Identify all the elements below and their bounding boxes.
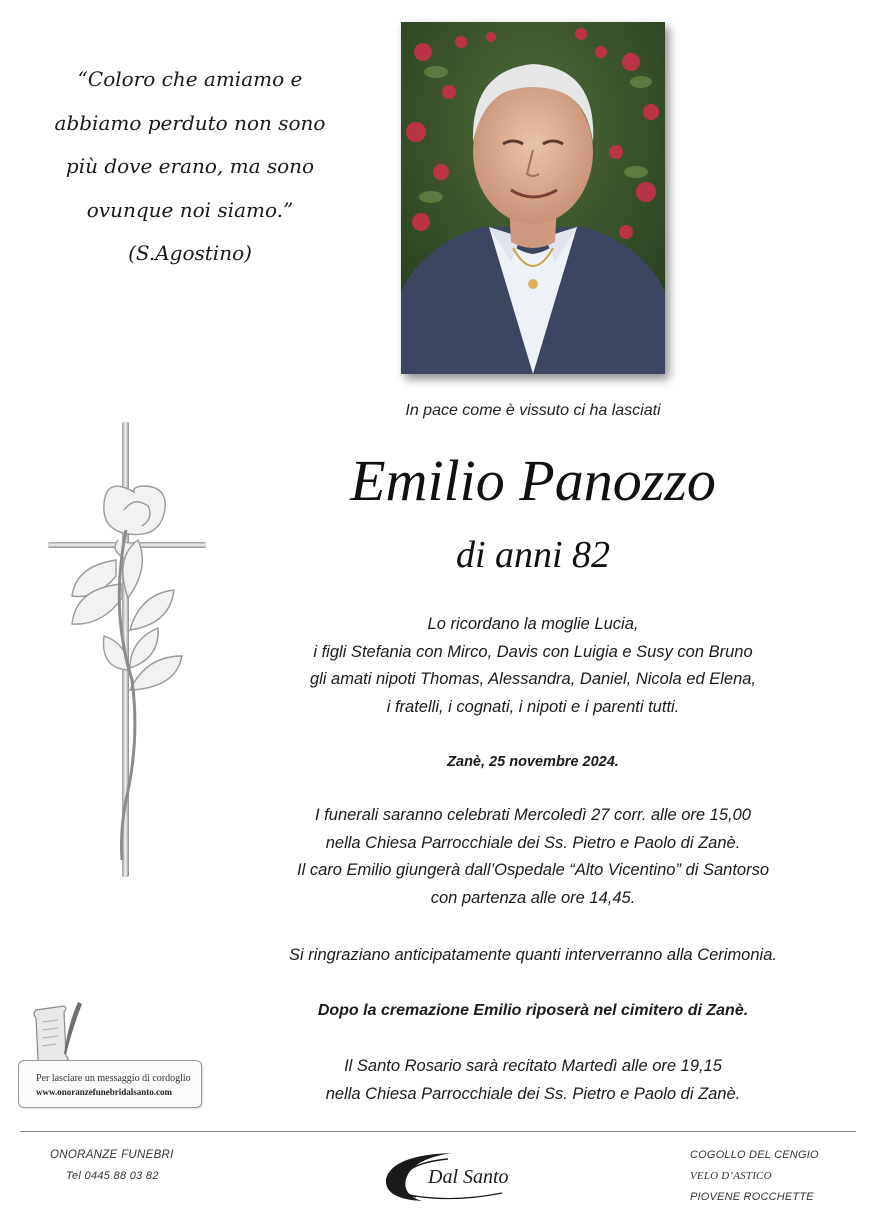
family-line: i figli Stefania con Mirco, Davis con Luigia e Susy con Bruno xyxy=(313,642,753,661)
footer-location: VELO D’ASTICO xyxy=(690,1170,772,1182)
logo-text: Dal Santo xyxy=(428,1166,509,1188)
funeral-line: I funerali saranno celebrati Mercoledì 27 corr. alle ore 15,00 xyxy=(315,806,751,824)
quote-line: “Coloro che amiamo e xyxy=(77,67,303,91)
portrait-photo xyxy=(401,22,665,374)
quote xyxy=(40,58,340,276)
age-line: di anni 82 xyxy=(455,534,611,576)
cross-rose-icon xyxy=(38,420,218,880)
funeral-line: nella Chiesa Parrocchiale dei Ss. Pietro e Paolo di Zanè. xyxy=(325,833,741,852)
footer-location: COGOLLO DEL CENGIO xyxy=(690,1149,819,1161)
quote-line: ovunque noi siamo.” xyxy=(86,197,294,222)
funeral-details xyxy=(250,802,816,912)
footer-divider xyxy=(20,1131,856,1132)
rosary-line: Il Santo Rosario sarà recitato Martedì alle ore 19,15 xyxy=(344,1057,722,1075)
family-line: Lo ricordano la moglie Lucia, xyxy=(427,615,639,633)
family-line: i fratelli, i cognati, i nipoti e i parenti tutti. xyxy=(386,697,680,716)
thanks-line: Si ringraziano anticipatamente quanti interverranno alla Cerimonia. xyxy=(289,946,777,964)
quote-author: (S.Agostino) xyxy=(128,241,252,265)
notice-date: Zanè, 25 novembre 2024. xyxy=(447,754,619,770)
condolence-text: Per lasciare un messaggio di cordoglio xyxy=(36,1073,191,1084)
intro-line: In pace come è vissuto ci ha lasciati xyxy=(405,402,661,419)
funeral-line: con partenza alle ore 14,45. xyxy=(430,888,636,907)
quote-line: abbiamo perduto non sono xyxy=(54,110,326,135)
cremation-line: Dopo la cremazione Emilio riposerà nel cimitero di Zanè. xyxy=(317,1002,749,1019)
funeral-line: Il caro Emilio giungerà dall’Ospedale “Alto Vicentino” di Santorso xyxy=(296,861,770,879)
footer-phone: Tel 0445 88 03 82 xyxy=(66,1170,159,1182)
family-line: gli amati nipoti Thomas, Alessandra, Daniel, Nicola ed Elena, xyxy=(309,670,757,688)
rosary-details xyxy=(250,1053,816,1108)
condolence-box[interactable] xyxy=(18,1060,202,1108)
deceased-name: Emilio Panozzo xyxy=(350,448,716,513)
footer-company-title: ONORANZE FUNEBRI xyxy=(50,1149,174,1161)
rosary-line: nella Chiesa Parrocchiale dei Ss. Pietro e Paolo di Zanè. xyxy=(325,1084,741,1103)
footer-location: PIOVENE ROCCHETTE xyxy=(690,1191,814,1203)
condolence-url[interactable]: www.onoranzefunebridalsanto.com xyxy=(36,1087,173,1097)
dal-santo-logo xyxy=(382,1145,542,1207)
family-list xyxy=(250,611,816,721)
quote-line: più dove erano, ma sono xyxy=(65,154,315,178)
